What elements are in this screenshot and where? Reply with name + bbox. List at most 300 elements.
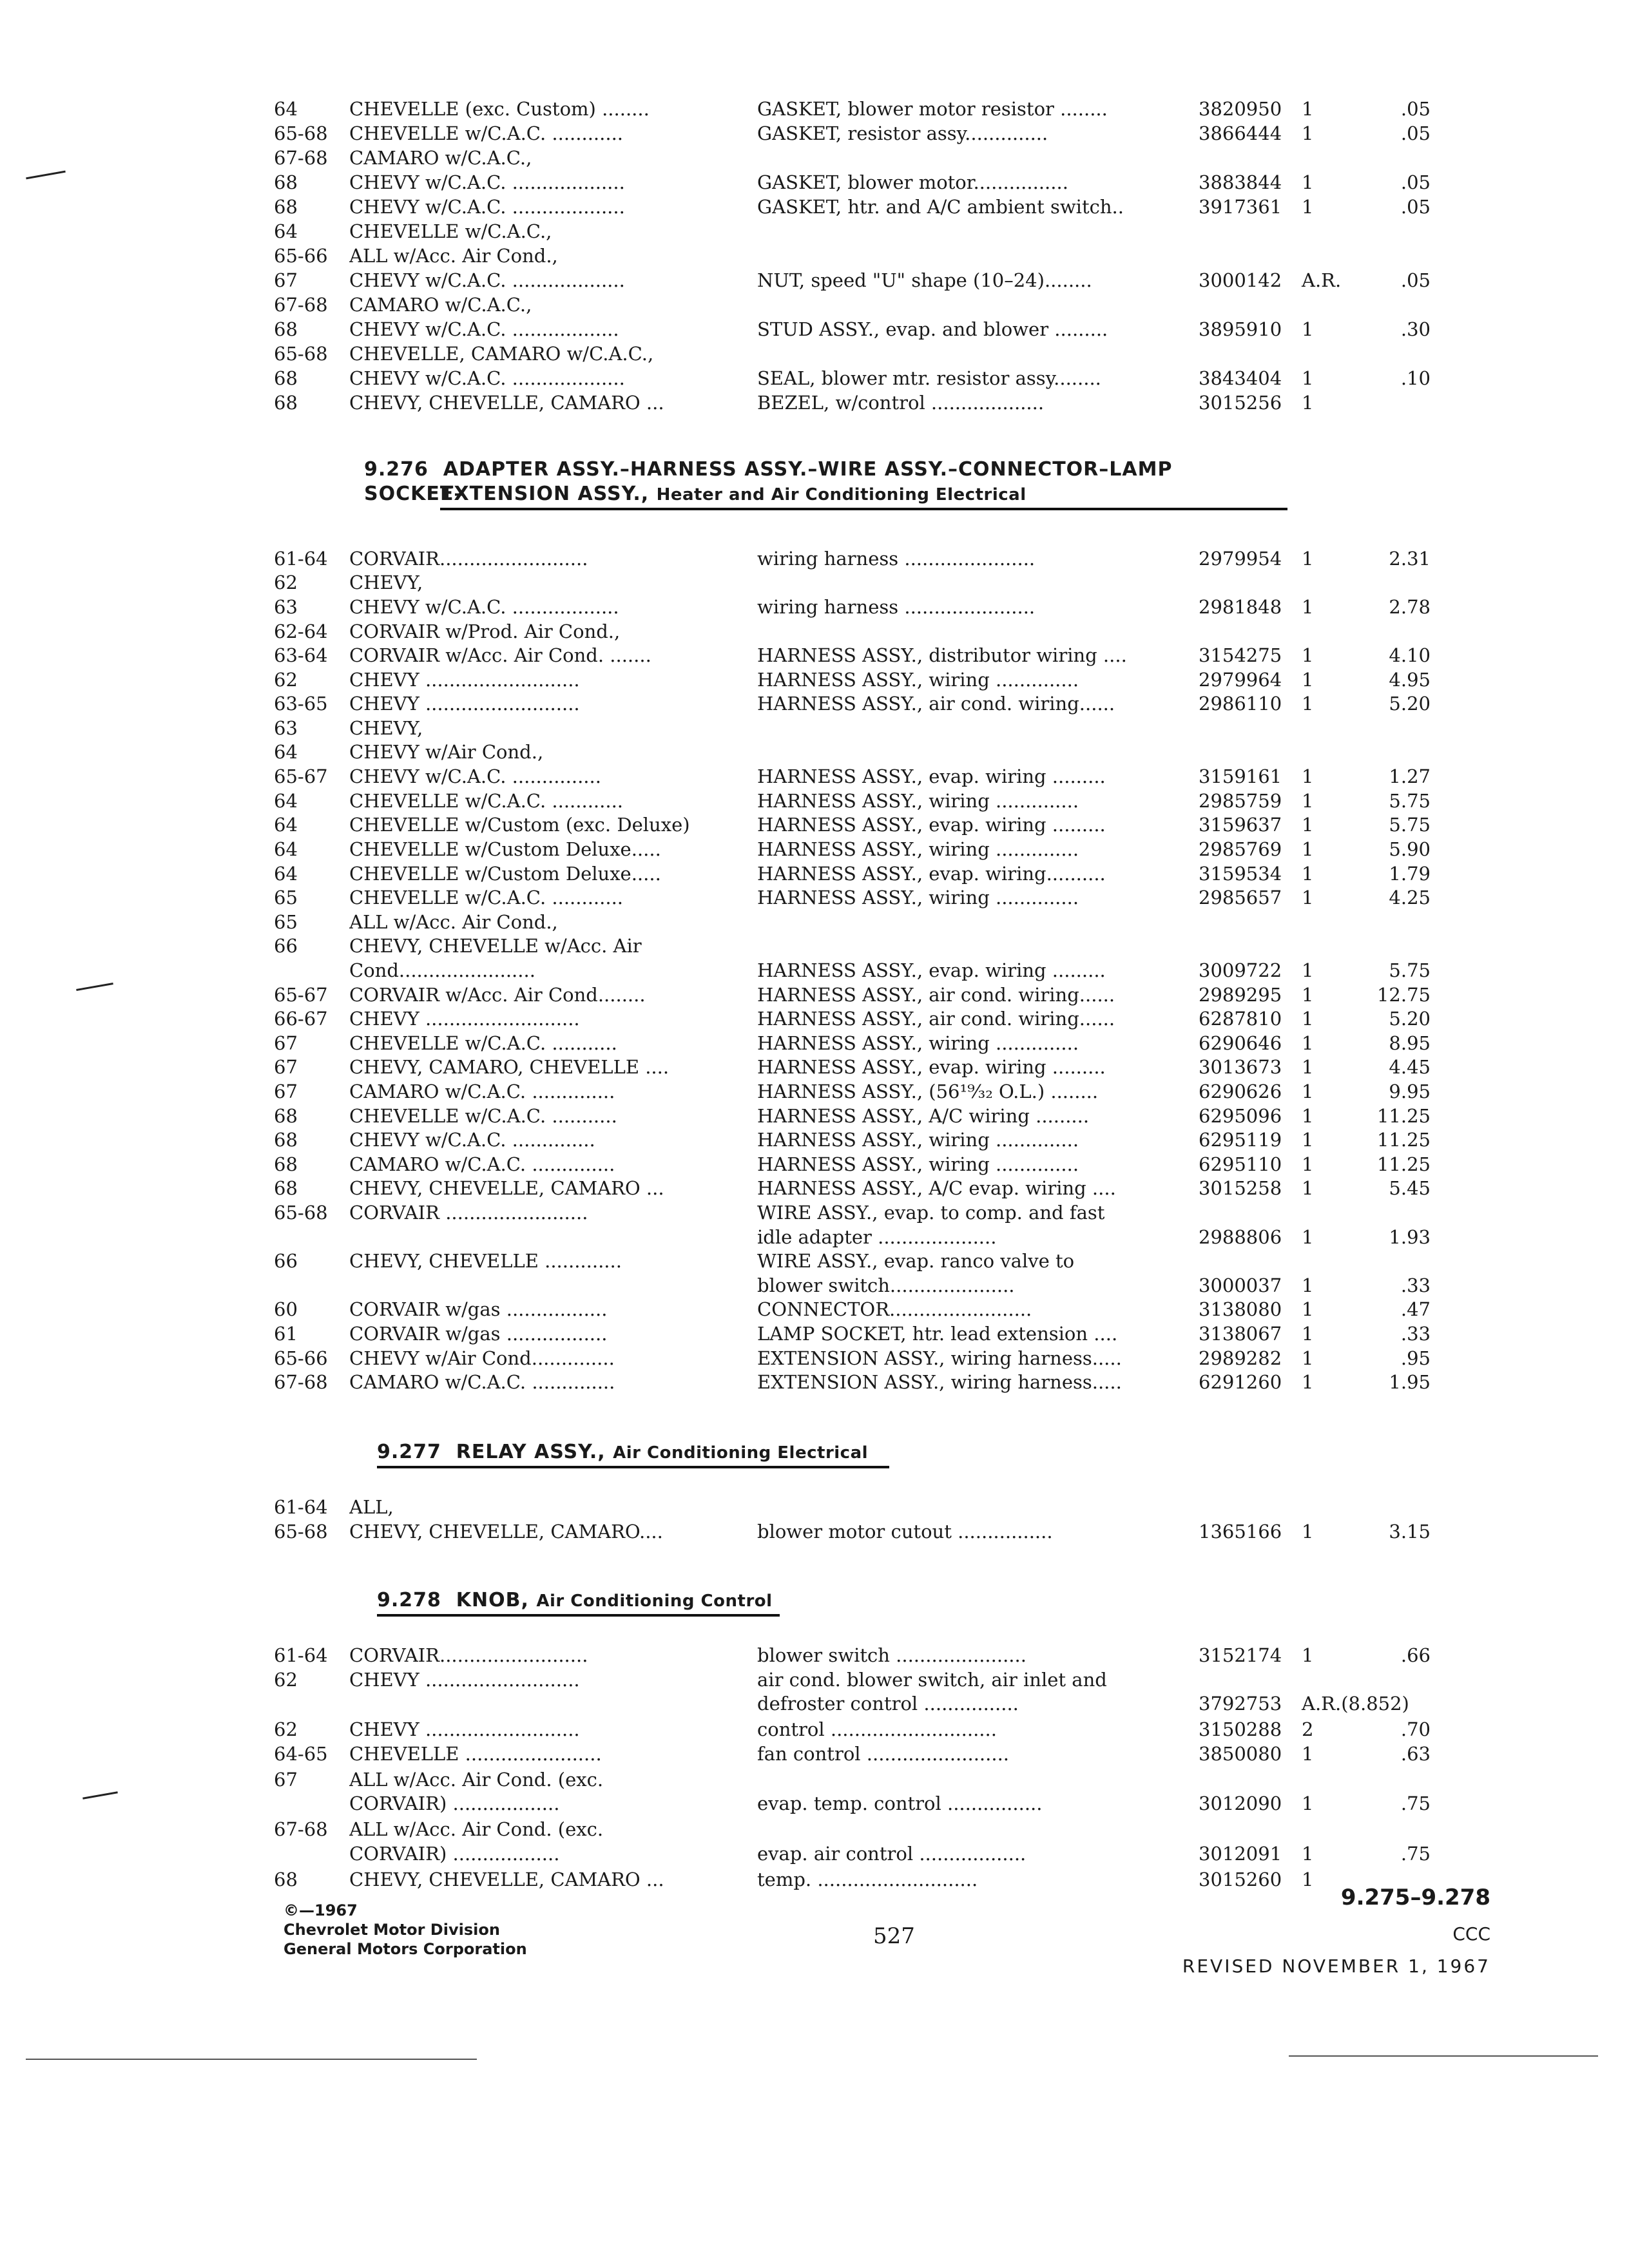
model-name: CHEVELLE w/Custom Deluxe..... [349, 838, 661, 860]
model-name: CORVAIR......................... [349, 1644, 588, 1666]
parts-row [0, 1370, 1629, 1394]
price: .33 [1400, 1323, 1431, 1345]
price: 5.20 [1389, 1008, 1431, 1030]
part-number: 3159161 [1199, 765, 1282, 787]
model-name: Cond....................... [349, 959, 535, 981]
model-name: CAMARO w/C.A.C. .............. [349, 1153, 615, 1175]
model-year: 66 [274, 935, 298, 957]
model-name: CHEVY w/C.A.C. .............. [349, 1129, 595, 1151]
parts-row [0, 740, 1629, 764]
part-number: 3015258 [1199, 1177, 1282, 1199]
part-description: HARNESS ASSY., A/C evap. wiring .... [757, 1177, 1116, 1199]
model-name: CHEVELLE w/Custom (exc. Deluxe) [349, 814, 690, 836]
model-name: CHEVY .......................... [349, 1008, 580, 1030]
part-description: HARNESS ASSY., wiring .............. [757, 887, 1079, 908]
quantity: 1 [1302, 1105, 1314, 1127]
model-year: 63 [274, 596, 298, 618]
model-year: 62 [274, 572, 298, 593]
model-year: 64 [274, 814, 298, 836]
part-number: 2985769 [1199, 838, 1282, 860]
model-year: 65 [274, 887, 298, 908]
parts-row [0, 170, 1629, 195]
part-description: HARNESS ASSY., distributor wiring .... [757, 644, 1127, 666]
model-name: CHEVY, CHEVELLE w/Acc. Air [349, 935, 642, 957]
parts-row [0, 1128, 1629, 1152]
parts-row [0, 885, 1629, 910]
quantity: A.R.(8.852) [1302, 1693, 1409, 1715]
parts-row [0, 1691, 1629, 1716]
model-name: CHEVY w/Air Cond.............. [349, 1347, 615, 1369]
price: .05 [1400, 196, 1431, 218]
parts-row [0, 1742, 1629, 1766]
parts-row [0, 546, 1629, 571]
part-number: 3138080 [1199, 1298, 1282, 1320]
section-title-text-2: EXTENSION ASSY., [440, 483, 650, 505]
parts-row [0, 1273, 1629, 1298]
quantity: 1 [1302, 1869, 1314, 1890]
section-subtitle: Heater and Air Conditioning Electrical [656, 485, 1027, 505]
part-number: 6291260 [1199, 1371, 1282, 1393]
quantity: 1 [1302, 1056, 1314, 1078]
model-year: 67 [274, 1081, 298, 1102]
quantity: 1 [1302, 196, 1314, 218]
price: .66 [1400, 1644, 1431, 1666]
price: .75 [1400, 1843, 1431, 1865]
model-name: CORVAIR w/Prod. Air Cond., [349, 620, 621, 642]
publisher-block [284, 1901, 527, 1959]
model-name: CHEVELLE w/C.A.C. ........... [349, 1105, 617, 1127]
model-year: 61-64 [274, 1496, 328, 1518]
price: 4.10 [1389, 644, 1431, 666]
part-number: 3850080 [1199, 1743, 1282, 1765]
quantity: 1 [1302, 122, 1314, 144]
part-description: blower switch ...................... [757, 1644, 1027, 1666]
model-name: ALL w/Acc. Air Cond. (exc. [349, 1818, 604, 1840]
model-name: CHEVELLE ....................... [349, 1743, 602, 1765]
quantity: 1 [1302, 318, 1314, 340]
part-description: wiring harness ...................... [757, 596, 1036, 618]
part-description: HARNESS ASSY., wiring .............. [757, 669, 1079, 691]
section-range: 9.275–9.278 [1340, 1885, 1490, 1910]
price: .05 [1400, 171, 1431, 193]
model-year: 61-64 [274, 548, 328, 570]
section-9-278-title [377, 1588, 1292, 1613]
scan-edge-line [26, 2059, 477, 2060]
model-name: CAMARO w/C.A.C., [349, 147, 532, 169]
model-year: 62 [274, 1669, 298, 1691]
quantity: 1 [1302, 669, 1314, 691]
model-year: 65-66 [274, 1347, 328, 1369]
parts-row [0, 1297, 1629, 1321]
quantity: 1 [1302, 1177, 1314, 1199]
parts-row [0, 1519, 1629, 1544]
parts-row [0, 910, 1629, 934]
quantity: 1 [1302, 1644, 1314, 1666]
model-name: CHEVY, CAMARO, CHEVELLE .... [349, 1056, 670, 1078]
model-name: CORVAIR w/Acc. Air Cond. ....... [349, 644, 651, 666]
parts-row [0, 837, 1629, 861]
part-description: air cond. blower switch, air inlet and [757, 1669, 1107, 1691]
model-year: 61 [274, 1323, 298, 1345]
section-title-text: RELAY ASSY., [456, 1441, 606, 1463]
part-number: 6295119 [1199, 1129, 1282, 1151]
parts-row [0, 1152, 1629, 1177]
parts-row [0, 1817, 1629, 1841]
model-name: CAMARO w/C.A.C. .............. [349, 1081, 615, 1102]
quantity: 1 [1302, 1081, 1314, 1102]
price: 4.95 [1389, 669, 1431, 691]
part-description: WIRE ASSY., evap. ranco valve to [757, 1250, 1075, 1272]
model-name: CHEVY w/C.A.C. ................... [349, 196, 625, 218]
model-name: CHEVY .......................... [349, 669, 580, 691]
model-year: 63-64 [274, 644, 328, 666]
price: 5.75 [1389, 814, 1431, 836]
model-year: 66-67 [274, 1008, 328, 1030]
quantity: 1 [1302, 367, 1314, 389]
model-year: 64 [274, 98, 298, 120]
quantity: 1 [1302, 596, 1314, 618]
part-description: HARNESS ASSY., (56¹⁹⁄₃₂ O.L.) ........ [757, 1081, 1099, 1102]
part-description: EXTENSION ASSY., wiring harness..... [757, 1371, 1122, 1393]
part-description: SEAL, blower mtr. resistor assy........ [757, 367, 1101, 389]
quantity: 1 [1302, 1226, 1314, 1248]
model-year: 68 [274, 1129, 298, 1151]
price: 11.25 [1376, 1129, 1431, 1151]
model-name: CORVAIR) .................. [349, 1792, 560, 1814]
model-name: CHEVY w/C.A.C. .................. [349, 596, 619, 618]
model-year: 68 [274, 392, 298, 414]
model-year: 62 [274, 1718, 298, 1740]
price: 5.90 [1389, 838, 1431, 860]
price: 4.25 [1389, 887, 1431, 908]
parts-row [0, 1079, 1629, 1104]
price: .05 [1400, 122, 1431, 144]
quantity: 1 [1302, 1743, 1314, 1765]
model-name: CHEVELLE w/C.A.C. ........... [349, 1032, 617, 1054]
part-number: 3883844 [1199, 171, 1282, 193]
parts-row [0, 983, 1629, 1007]
quantity: 1 [1302, 1792, 1314, 1814]
parts-row [0, 1717, 1629, 1742]
price: 5.75 [1389, 959, 1431, 981]
model-year: 65-68 [274, 1521, 328, 1542]
price: 1.27 [1389, 765, 1431, 787]
part-number: 3000037 [1199, 1274, 1282, 1296]
price: 1.93 [1389, 1226, 1431, 1248]
part-description: HARNESS ASSY., evap. wiring ......... [757, 814, 1106, 836]
model-year: 67 [274, 1056, 298, 1078]
part-description: temp. ........................... [757, 1869, 978, 1890]
model-year: 60 [274, 1298, 298, 1320]
model-name: CHEVY w/C.A.C. ................... [349, 269, 625, 291]
part-number: 2981848 [1199, 596, 1282, 618]
part-number: 3138067 [1199, 1323, 1282, 1345]
model-year: 67 [274, 1032, 298, 1054]
model-year: 65-68 [274, 1202, 328, 1224]
quantity: 2 [1302, 1718, 1314, 1740]
parts-row [0, 1667, 1629, 1692]
model-year: 67-68 [274, 147, 328, 169]
price: .30 [1400, 318, 1431, 340]
part-description: wiring harness ...................... [757, 548, 1036, 570]
parts-row [0, 1321, 1629, 1346]
parts-row [0, 934, 1629, 958]
section-9-278-underline [377, 1614, 780, 1617]
model-year: 64 [274, 838, 298, 860]
price: 4.45 [1389, 1056, 1431, 1078]
part-description: HARNESS ASSY., air cond. wiring...... [757, 984, 1115, 1006]
part-description: HARNESS ASSY., evap. wiring ......... [757, 959, 1106, 981]
model-year: 67-68 [274, 1818, 328, 1840]
price: 5.45 [1389, 1177, 1431, 1199]
part-number: 3866444 [1199, 122, 1282, 144]
price: 11.25 [1376, 1105, 1431, 1127]
section-subtitle: Air Conditioning Electrical [613, 1443, 869, 1463]
model-year: 68 [274, 1105, 298, 1127]
parts-row [0, 97, 1629, 121]
model-year: 66 [274, 1250, 298, 1272]
model-year: 65 [274, 911, 298, 933]
quantity: 1 [1302, 863, 1314, 885]
parts-row [0, 812, 1629, 837]
model-name: CHEVELLE w/C.A.C. ............ [349, 887, 624, 908]
model-name: CORVAIR) .................. [349, 1843, 560, 1865]
quantity: 1 [1302, 1843, 1314, 1865]
model-name: CHEVY, [349, 717, 423, 739]
model-name: CHEVY .......................... [349, 1669, 580, 1691]
part-description: control ............................ [757, 1718, 997, 1740]
parts-row [0, 1346, 1629, 1370]
model-name: CHEVELLE w/C.A.C., [349, 220, 552, 242]
parts-row [0, 390, 1629, 415]
section-number: 9.278 [377, 1589, 441, 1611]
model-year: 63-65 [274, 693, 328, 715]
price: 9.95 [1389, 1081, 1431, 1102]
part-number: 3013673 [1199, 1056, 1282, 1078]
quantity: 1 [1302, 765, 1314, 787]
parts-row [0, 789, 1629, 813]
parts-row [0, 1176, 1629, 1200]
price: 1.79 [1389, 863, 1431, 885]
part-number: 2985657 [1199, 887, 1282, 908]
parts-row [0, 1791, 1629, 1816]
parts-row [0, 121, 1629, 146]
parts-row [0, 317, 1629, 341]
parts-row [0, 244, 1629, 268]
part-number: 6295110 [1199, 1153, 1282, 1175]
quantity: 1 [1302, 790, 1314, 812]
quantity: 1 [1302, 1323, 1314, 1345]
price: .05 [1400, 98, 1431, 120]
parts-row [0, 861, 1629, 886]
quantity: 1 [1302, 171, 1314, 193]
part-description: HARNESS ASSY., A/C wiring ......... [757, 1105, 1090, 1127]
model-year: 68 [274, 196, 298, 218]
price: .10 [1400, 367, 1431, 389]
model-name: CHEVY, [349, 572, 423, 593]
parts-row [0, 1841, 1629, 1866]
parts-row [0, 1643, 1629, 1667]
price: .05 [1400, 269, 1431, 291]
parts-row [0, 1006, 1629, 1031]
part-description: NUT, speed "U" shape (10–24)........ [757, 269, 1092, 291]
parts-row [0, 1200, 1629, 1225]
model-name: CHEVY, CHEVELLE, CAMARO ... [349, 392, 664, 414]
part-number: 2979954 [1199, 548, 1282, 570]
parts-row [0, 595, 1629, 619]
model-name: CHEVY, CHEVELLE, CAMARO ... [349, 1869, 664, 1890]
model-year: 64 [274, 741, 298, 763]
part-number: 6290626 [1199, 1081, 1282, 1102]
quantity: 1 [1302, 98, 1314, 120]
parts-row [0, 268, 1629, 293]
revision-date: REVISED NOVEMBER 1, 1967 [1182, 1956, 1490, 1977]
quantity: 1 [1302, 984, 1314, 1006]
part-description: HARNESS ASSY., wiring .............. [757, 1129, 1079, 1151]
copyright: ©—1967 [284, 1901, 358, 1919]
model-name: CHEVY .......................... [349, 693, 580, 715]
model-name: CORVAIR w/gas ................. [349, 1298, 608, 1320]
model-year: 68 [274, 1177, 298, 1199]
price: 2.31 [1389, 548, 1431, 570]
part-description: HARNESS ASSY., air cond. wiring...... [757, 1008, 1115, 1030]
part-number: 2985759 [1199, 790, 1282, 812]
part-description: HARNESS ASSY., wiring .............. [757, 838, 1079, 860]
model-name: CHEVY, CHEVELLE, CAMARO ... [349, 1177, 664, 1199]
part-number: 3159534 [1199, 863, 1282, 885]
model-name: CORVAIR ........................ [349, 1202, 588, 1224]
part-description: fan control ........................ [757, 1743, 1010, 1765]
model-year: 68 [274, 367, 298, 389]
price: 5.75 [1389, 790, 1431, 812]
model-name: CAMARO w/C.A.C. .............. [349, 1371, 615, 1393]
part-number: 3015260 [1199, 1869, 1282, 1890]
part-description: HARNESS ASSY., wiring .............. [757, 1153, 1079, 1175]
model-name: CHEVELLE w/C.A.C. ............ [349, 122, 624, 144]
model-name: CHEVY w/C.A.C. ................... [349, 367, 625, 389]
model-name: CHEVELLE (exc. Custom) ........ [349, 98, 650, 120]
price: 8.95 [1389, 1032, 1431, 1054]
model-year: 65-66 [274, 245, 328, 267]
part-number: 6290646 [1199, 1032, 1282, 1054]
quantity: 1 [1302, 887, 1314, 908]
model-year: 68 [274, 318, 298, 340]
parts-row [0, 341, 1629, 366]
model-year: 68 [274, 1153, 298, 1175]
parts-row [0, 1249, 1629, 1273]
model-year: 61-64 [274, 1644, 328, 1666]
part-description: blower switch..................... [757, 1274, 1015, 1296]
model-year: 67-68 [274, 294, 328, 316]
part-description: HARNESS ASSY., wiring .............. [757, 1032, 1079, 1054]
part-number: 3009722 [1199, 959, 1282, 981]
part-number: 2986110 [1199, 693, 1282, 715]
model-year: 65-67 [274, 765, 328, 787]
model-name: CHEVY w/C.A.C. .................. [349, 318, 619, 340]
quantity: 1 [1302, 1008, 1314, 1030]
catalog-code: CCC [1452, 1923, 1490, 1945]
part-description: LAMP SOCKET, htr. lead extension .... [757, 1323, 1118, 1345]
part-description: defroster control ................ [757, 1693, 1019, 1715]
price: .75 [1400, 1792, 1431, 1814]
part-description: HARNESS ASSY., air cond. wiring...... [757, 693, 1115, 715]
model-name: ALL w/Acc. Air Cond., [349, 911, 558, 933]
division-name: Chevrolet Motor Division [284, 1921, 500, 1939]
part-number: 3154275 [1199, 644, 1282, 666]
part-number: 1365166 [1199, 1521, 1282, 1542]
part-number: 3917361 [1199, 196, 1282, 218]
model-year: 62-64 [274, 620, 328, 642]
part-description: WIRE ASSY., evap. to comp. and fast [757, 1202, 1105, 1224]
part-description: EXTENSION ASSY., wiring harness..... [757, 1347, 1122, 1369]
part-number: 3012090 [1199, 1792, 1282, 1814]
part-description: GASKET, blower motor resistor ........ [757, 98, 1108, 120]
price: .70 [1400, 1718, 1431, 1740]
model-name: CORVAIR w/Acc. Air Cond........ [349, 984, 646, 1006]
price: .95 [1400, 1347, 1431, 1369]
part-description: GASKET, resistor assy.............. [757, 122, 1048, 144]
parts-row [0, 195, 1629, 219]
model-name: CHEVY, CHEVELLE, CAMARO.... [349, 1521, 663, 1542]
model-name: CHEVY, CHEVELLE ............. [349, 1250, 622, 1272]
section-title-text: ADAPTER ASSY.–HARNESS ASSY.–WIRE ASSY.–CONNECTOR–LAMP SOCKET– [364, 458, 1173, 505]
quantity: 1 [1302, 1032, 1314, 1054]
part-number: 3895910 [1199, 318, 1282, 340]
model-year: 65-68 [274, 122, 328, 144]
part-description: evap. temp. control ................ [757, 1792, 1043, 1814]
quantity: 1 [1302, 1129, 1314, 1151]
parts-row [0, 219, 1629, 244]
quantity: 1 [1302, 1274, 1314, 1296]
parts-row [0, 293, 1629, 317]
section-title-text: KNOB, [456, 1589, 529, 1611]
model-year: 64 [274, 863, 298, 885]
part-description: HARNESS ASSY., evap. wiring ......... [757, 765, 1106, 787]
parts-row [0, 619, 1629, 644]
quantity: 1 [1302, 1371, 1314, 1393]
model-name: CHEVY w/Air Cond., [349, 741, 544, 763]
part-description: BEZEL, w/control ................... [757, 392, 1045, 414]
price: .63 [1400, 1743, 1431, 1765]
quantity: 1 [1302, 548, 1314, 570]
parts-row [0, 668, 1629, 692]
section-9-276-underline [440, 508, 1287, 510]
model-name: CHEVY w/C.A.C. ............... [349, 765, 601, 787]
quantity: 1 [1302, 1298, 1314, 1320]
model-name: CHEVY .......................... [349, 1718, 580, 1740]
parts-row [0, 146, 1629, 170]
model-year: 67 [274, 1769, 298, 1791]
parts-row [0, 1495, 1629, 1519]
parts-row [0, 764, 1629, 789]
part-number: 3159637 [1199, 814, 1282, 836]
model-name: CHEVELLE w/Custom Deluxe..... [349, 863, 661, 885]
part-description: STUD ASSY., evap. and blower ......... [757, 318, 1108, 340]
parts-row [0, 1225, 1629, 1249]
part-number: 3820950 [1199, 98, 1282, 120]
quantity: 1 [1302, 693, 1314, 715]
model-name: CORVAIR......................... [349, 548, 588, 570]
model-name: CHEVELLE w/C.A.C. ............ [349, 790, 624, 812]
quantity: 1 [1302, 644, 1314, 666]
section-number: 9.277 [377, 1441, 441, 1463]
parts-row [0, 366, 1629, 390]
part-description: HARNESS ASSY., evap. wiring.......... [757, 863, 1106, 885]
model-name: CHEVELLE, CAMARO w/C.A.C., [349, 343, 654, 365]
part-number: 2988806 [1199, 1226, 1282, 1248]
parts-row [0, 958, 1629, 983]
scan-edge-line [1289, 2055, 1598, 2057]
